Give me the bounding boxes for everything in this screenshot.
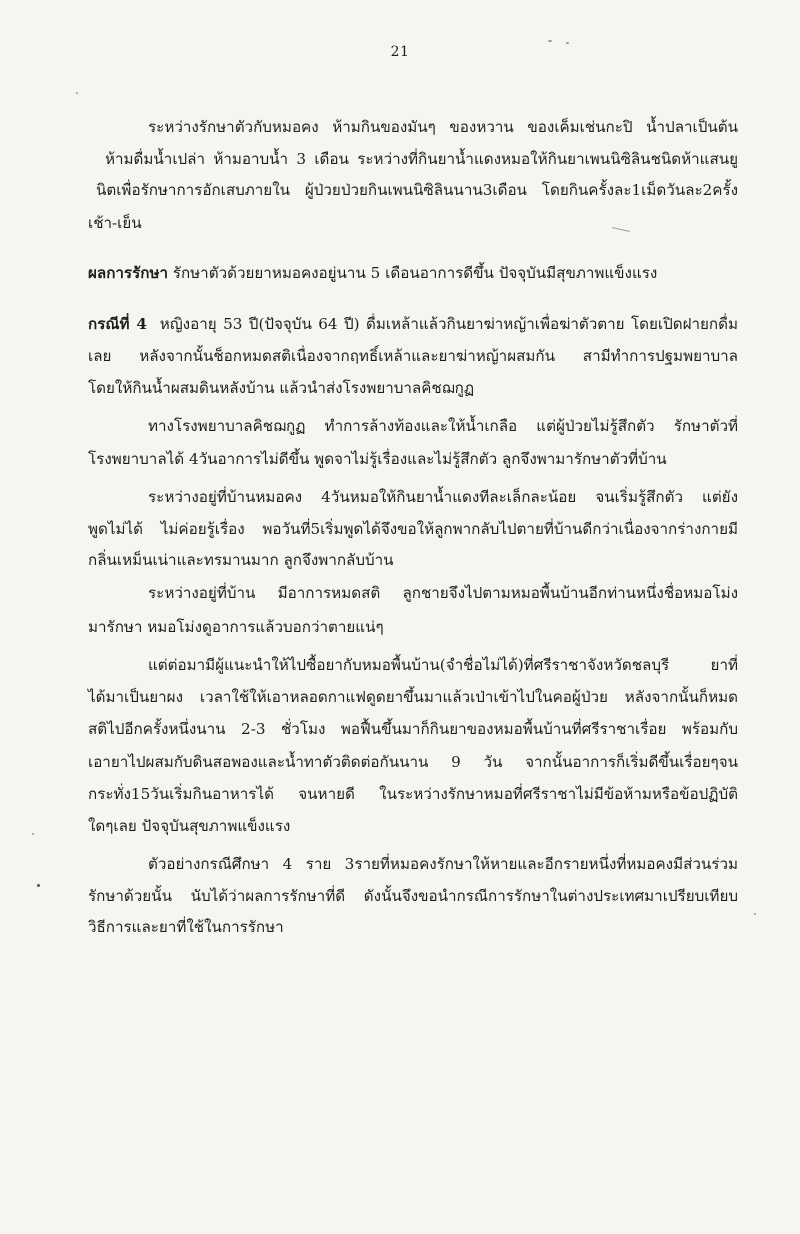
- treatment-result-label: ผลการรักษา: [88, 264, 168, 282]
- paragraph-5-line-2: ได้มาเป็นยาผง เวลาใช้ให้เอาหลอดกาแฟดูดยาขึ้นมาแล้วเป่าเข้าไปในคอผู้ป่วย หลังจากนั้นก็หมด: [88, 688, 738, 706]
- paragraph-4-line-1: ระหว่างอยู่ที่บ้าน มีอาการหมดสติ ลูกชายจึงไปตามหมอพื้นบ้านอีกท่านหนึ่งชื่อหมอโม่ง: [148, 584, 738, 602]
- treatment-result: [88, 263, 738, 283]
- scan-speck: [37, 884, 40, 887]
- scan-speck: [32, 833, 34, 835]
- paragraph-6-line-1: ตัวอย่างกรณีศึกษา 4 ราย 3รายที่หมอคงรักษาให้หายและอีกรายหนึ่งที่หมอคงมีส่วนร่วม: [148, 855, 738, 873]
- paragraph-6-line-2: รักษาด้วยนั้น นับได้ว่าผลการรักษาที่ดี ดังนั้นจึงขอนำกรณีการรักษาในต่างประเทศมาเปรียบเทียบ: [88, 887, 738, 905]
- scan-speck: [76, 92, 78, 94]
- paragraph-3-line-1: ระหว่างอยู่ที่บ้านหมอคง 4วันหมอให้กินยาน้ำแดงทีละเล็กละน้อย จนเริ่มรู้สึกตัว แต่ยัง: [148, 488, 738, 506]
- paragraph-2-line-1: ทางโรงพยาบาลคิชฌกูฏ ทำการล้างท้องและให้น้ำเกลือ แต่ผู้ป่วยไม่รู้สึกตัว รักษาตัวที่: [148, 417, 738, 435]
- scan-speck: [754, 913, 756, 915]
- treatment-result-text: รักษาตัวด้วยยาหมอคงอยู่นาน 5 เดือนอาการดีขึ้น ปัจจุบันมีสุขภาพแข็งแรง: [167, 264, 658, 282]
- case-4-line-2: เลย หลังจากนั้นช็อกหมดสติเนื่องจากฤทธิ์เหล้าและยาฆ่าหญ้าผสมกัน สามีทำการปฐมพยาบาล: [88, 347, 738, 365]
- scan-speck: [548, 40, 552, 42]
- case-4-text-1: หญิงอายุ 53 ปี(ปัจจุบัน 64 ปี) ดื่มเหล้าแล้วกินยาฆ่าหญ้าเพื่อฆ่าตัวตาย โดยเปิดฝายกดื่ม: [159, 315, 739, 333]
- paragraph-5-line-1: แต่ต่อมามีผู้แนะนำให้ไปซื้อยากับหมอพื้นบ้าน(จำชื่อไม่ได้)ที่ศรีราชาจังหวัดชลบุรี ยาที่: [148, 656, 738, 674]
- paragraph-1-line-3: นิตเพื่อรักษาการอักเสบภายใน ผู้ป่วยป่วยกินเพนนิซิลินนาน3เดือน โดยกินครั้งละ1เม็ดวันละ2ครั้ง: [96, 181, 738, 199]
- page-number: 21: [390, 44, 410, 60]
- paragraph-5-line-5: กระทั่ง15วันเริ่มกินอาหารได้ จนหายดี ในระหว่างรักษาหมอที่ศรีราชาไม่มีข้อห้ามหรือข้อปฏิบัติ: [88, 785, 738, 803]
- paragraph-1-line-1: ระหว่างรักษาตัวกับหมอคง ห้ามกินของมันๆ ของหวาน ของเค็มเช่นกะปิ น้ำปลาเป็นต้น: [148, 118, 738, 136]
- paragraph-6-line-3: วิธีการและยาที่ใช้ในการรักษา: [88, 918, 284, 936]
- paragraph-5-line-3: สติไปอีกครั้งหนึ่งนาน 2-3 ชั่วโมง พอฟื้นขึ้นมาก็กินยาของหมอพื้นบ้านที่ศรีราชาเรื่อย พร้อมกับ: [88, 720, 738, 738]
- paragraph-5-line-6: ใดๆเลย ปัจจุบันสุขภาพแข็งแรง: [88, 817, 291, 835]
- paragraph-3-line-2: พูดไม่ได้ ไม่ค่อยรู้เรื่อง พอวันที่5เริ่มพูดได้จึงขอให้ลูกพากลับไปตายที่บ้านดีกว่าเนื่องจากร่างกายมี: [88, 520, 738, 538]
- paragraph-1-line-2: ห้ามดื่มน้ำเปล่า ห้ามอาบน้ำ 3 เดือน ระหว่างที่กินยาน้ำแดงหมอให้กินยาเพนนิซิลินชนิดห้าแสนยู: [105, 150, 738, 168]
- case-4-line-1: [88, 314, 738, 334]
- paragraph-3-line-3: กลิ่นเหม็นเน่าและทรมานมาก ลูกจึงพากลับบ้าน: [88, 551, 394, 569]
- paragraph-5-line-4: เอายาไปผสมกับดินสอพองและน้ำทาตัวติดต่อกันนาน 9 วัน จากนั้นอาการก็เริ่มดีขึ้นเรื่อยๆจน: [88, 753, 738, 771]
- paragraph-2-line-2: โรงพยาบาลได้ 4วันอาการไม่ดีขึ้น พูดจาไม่รู้เรื่องและไม่รู้สึกตัว ลูกจึงพามารักษาตัวที่บ้าน: [88, 450, 667, 468]
- case-4-label: กรณีที่ 4: [88, 315, 147, 333]
- paragraph-1-line-4: เช้า-เย็น: [88, 214, 142, 232]
- paragraph-4-line-2: มารักษา หมอโม่งดูอาการแล้วบอกว่าตายแน่ๆ: [88, 618, 384, 636]
- case-4-line-3: โดยให้กินน้ำผสมดินหลังบ้าน แล้วนำส่งโรงพยาบาลคิชฌกูฏ: [88, 379, 475, 397]
- scan-speck: [566, 42, 569, 44]
